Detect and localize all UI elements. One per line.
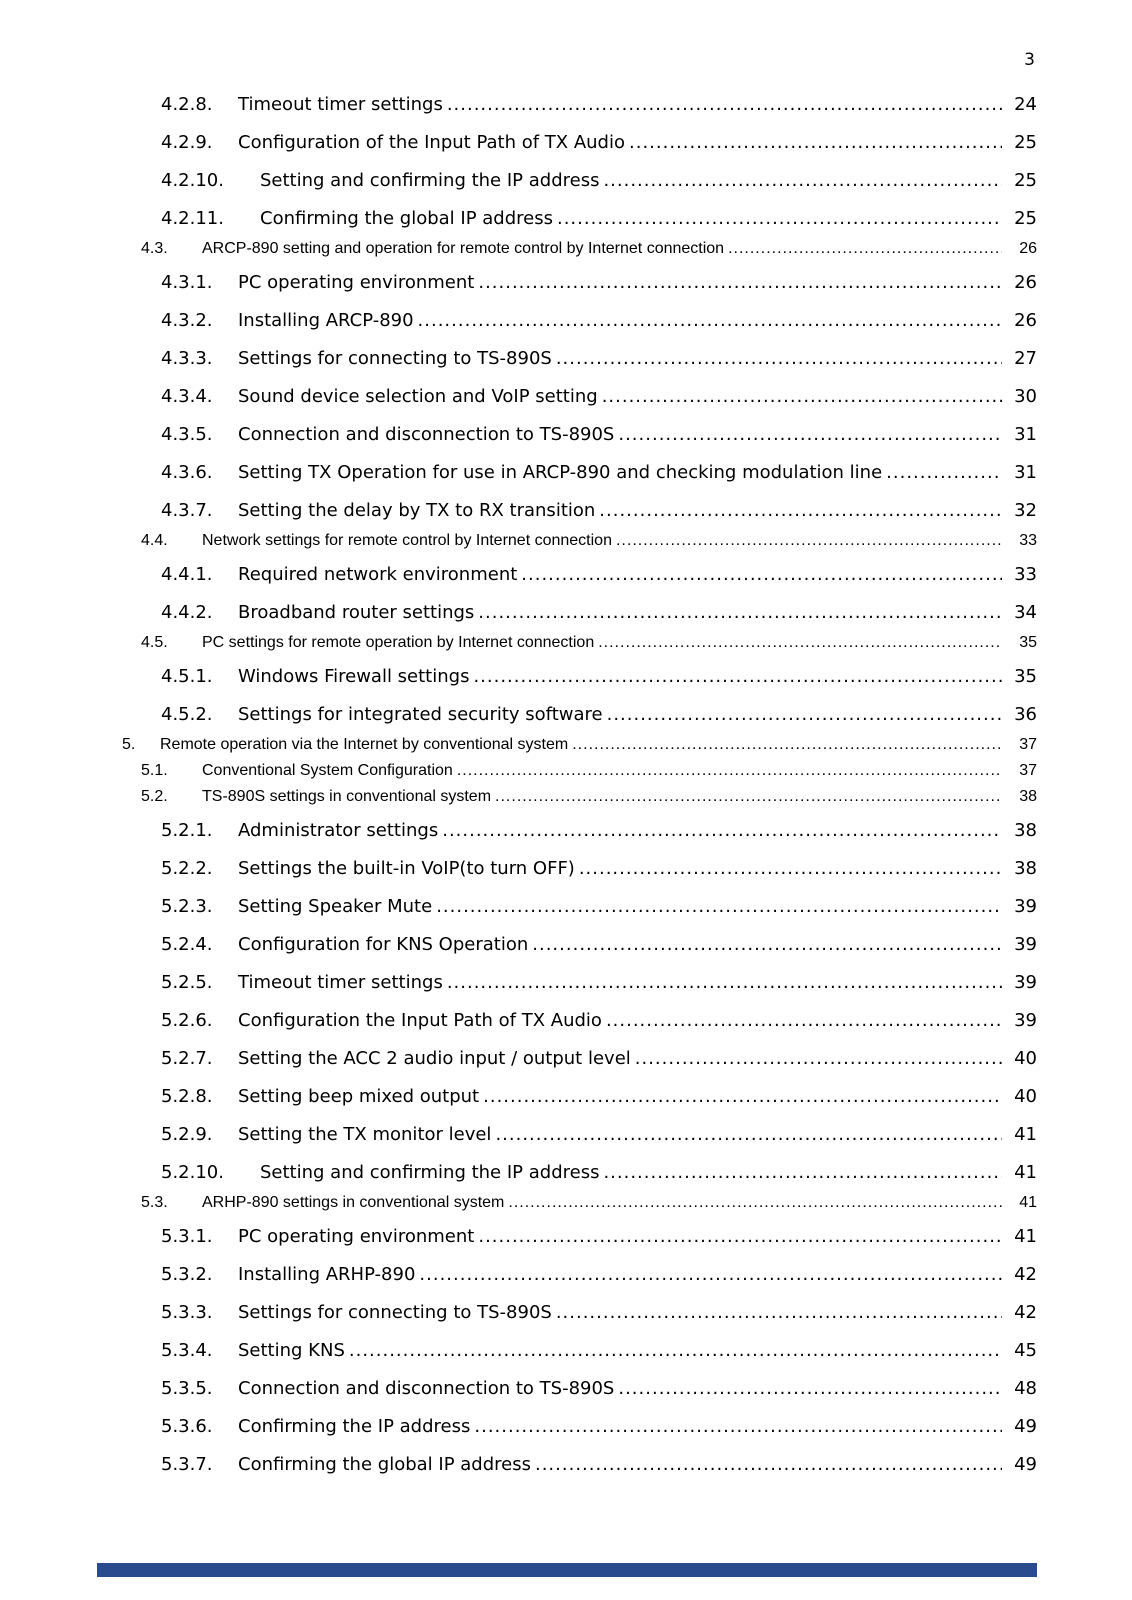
toc-entry-title: Timeout timer settings (238, 94, 443, 115)
leader-dots (532, 934, 1002, 955)
toc-entry-page: 42 (1014, 1264, 1037, 1285)
toc-entry-number: 5.2.7. (161, 1048, 213, 1069)
page-number: 3 (1024, 50, 1035, 70)
leader-dots (618, 1378, 1002, 1399)
toc-row (161, 490, 1037, 528)
toc-entry-title: Settings for connecting to TS-890S (238, 348, 552, 369)
toc-entry-number: 4.3.3. (161, 348, 213, 369)
leader-dots (886, 462, 1002, 483)
leader-dots (442, 820, 1002, 841)
toc-entry-title: Setting and confirming the IP address (260, 1162, 600, 1183)
toc-entry-title: TS-890S settings in conventional system (202, 788, 492, 805)
toc-entry-page: 32 (1014, 500, 1037, 521)
leader-dots (607, 704, 1002, 725)
leader-dots (606, 1010, 1002, 1031)
toc-entry-page: 26 (1019, 240, 1037, 257)
toc-entry-number: 5.2.1. (161, 820, 213, 841)
toc-row (161, 1444, 1037, 1482)
leader-dots (478, 602, 1002, 623)
toc-row (161, 924, 1037, 962)
toc-entry-page: 30 (1014, 386, 1037, 407)
toc-entry-title: Configuration the Input Path of TX Audio (238, 1010, 602, 1031)
toc-entry-number: 4.3.7. (161, 500, 213, 521)
toc-row (161, 122, 1037, 160)
toc-row (161, 84, 1037, 122)
toc-entry-title: Connection and disconnection to TS-890S (238, 424, 615, 445)
toc-entry-page: 41 (1014, 1124, 1037, 1145)
leader-dots (419, 1264, 1002, 1285)
toc-entry-page: 25 (1014, 208, 1037, 229)
toc-entry-number: 5.1. (141, 762, 168, 779)
toc-entry-number: 5.2.5. (161, 972, 213, 993)
toc-entry-number: 4.3.5. (161, 424, 213, 445)
toc-entry-title: Setting TX Operation for use in ARCP-890 and checking modulation line (238, 462, 883, 483)
toc-entry-page: 35 (1019, 634, 1037, 651)
leader-dots (495, 788, 1002, 806)
toc-entry-number: 5.2.6. (161, 1010, 213, 1031)
toc-entry-page: 26 (1014, 272, 1037, 293)
toc-entry-title: ARHP-890 settings in conventional system (202, 1194, 505, 1211)
footer-bar (97, 1563, 1037, 1577)
toc-entry-number: 5. (122, 736, 136, 753)
toc-entry-page: 38 (1019, 788, 1037, 805)
leader-dots (616, 532, 1002, 550)
toc-entry-number: 5.2.4. (161, 934, 213, 955)
leader-dots (572, 736, 1002, 754)
toc-entry-number: 5.3.6. (161, 1416, 213, 1437)
toc-list (122, 84, 1037, 1482)
toc-entry-page: 37 (1019, 736, 1037, 753)
toc-row (141, 758, 1037, 784)
toc-entry-title: Conventional System Configuration (202, 762, 453, 779)
toc-row (141, 630, 1037, 656)
toc-entry-title: Confirming the global IP address (238, 1454, 531, 1475)
leader-dots (728, 240, 1002, 258)
toc-row (161, 1000, 1037, 1038)
toc-row (161, 592, 1037, 630)
toc-entry-number: 4.3.1. (161, 272, 213, 293)
leader-dots (635, 1048, 1002, 1069)
toc-row (161, 1152, 1037, 1190)
toc-row (161, 1076, 1037, 1114)
toc-entry-page: 34 (1014, 602, 1037, 623)
toc-entry-page: 25 (1014, 170, 1037, 191)
toc-row (161, 1114, 1037, 1152)
toc-entry-title: Setting and confirming the IP address (260, 170, 600, 191)
toc-entry-page: 38 (1014, 858, 1037, 879)
leader-dots (579, 858, 1002, 879)
toc-entry-page: 27 (1014, 348, 1037, 369)
toc-entry-number: 4.4.2. (161, 602, 213, 623)
toc-entry-number: 4.2.9. (161, 132, 213, 153)
toc-entry-page: 49 (1014, 1454, 1037, 1475)
leader-dots (556, 1302, 1002, 1323)
toc-entry-page: 48 (1014, 1378, 1037, 1399)
toc-row (161, 414, 1037, 452)
leader-dots (535, 1454, 1002, 1475)
toc-entry-title: Setting KNS (238, 1340, 345, 1361)
leader-dots (483, 1086, 1002, 1107)
toc-entry-page: 42 (1014, 1302, 1037, 1323)
toc-row (161, 848, 1037, 886)
leader-dots (478, 272, 1002, 293)
toc-entry-number: 4.2.8. (161, 94, 213, 115)
leader-dots (436, 896, 1002, 917)
toc-entry-title: PC operating environment (238, 1226, 475, 1247)
leader-dots (602, 386, 1002, 407)
leader-dots (599, 500, 1002, 521)
toc-entry-title: Confirming the global IP address (260, 208, 553, 229)
toc-entry-title: Windows Firewall settings (238, 666, 470, 687)
toc-entry-number: 5.3.5. (161, 1378, 213, 1399)
toc-entry-title: Setting the TX monitor level (238, 1124, 492, 1145)
leader-dots (478, 1226, 1002, 1247)
toc-row (161, 376, 1037, 414)
leader-dots (629, 132, 1002, 153)
toc-entry-title: Sound device selection and VoIP setting (238, 386, 598, 407)
toc-row (122, 732, 1037, 758)
toc-entry-number: 5.2.10. (161, 1162, 224, 1183)
toc-entry-page: 39 (1014, 896, 1037, 917)
toc-row (161, 962, 1037, 1000)
toc-entry-page: 41 (1019, 1194, 1037, 1211)
toc-entry-number: 4.3. (141, 240, 168, 257)
leader-dots (521, 564, 1002, 585)
toc-row (141, 784, 1037, 810)
toc-entry-page: 40 (1014, 1048, 1037, 1069)
toc-row (141, 236, 1037, 262)
toc-entry-title: Network settings for remote control by Internet connection (202, 532, 612, 549)
toc-entry-title: PC settings for remote operation by Internet connection (202, 634, 595, 651)
toc-entry-number: 4.2.10. (161, 170, 224, 191)
toc-row (161, 810, 1037, 848)
toc-entry-number: 4.4. (141, 532, 168, 549)
toc-row (161, 452, 1037, 490)
toc-entry-page: 26 (1014, 310, 1037, 331)
toc-entry-title: Required network environment (238, 564, 518, 585)
toc-entry-title: Broadband router settings (238, 602, 475, 623)
leader-dots (603, 1162, 1002, 1183)
leader-dots (557, 208, 1002, 229)
toc-entry-number: 4.4.1. (161, 564, 213, 585)
toc-entry-title: Installing ARCP-890 (238, 310, 414, 331)
toc-row (161, 1406, 1037, 1444)
toc-row (161, 1368, 1037, 1406)
leader-dots (556, 348, 1002, 369)
toc-row (161, 694, 1037, 732)
toc-entry-title: Administrator settings (238, 820, 439, 841)
toc-entry-page: 35 (1014, 666, 1037, 687)
toc-entry-number: 4.3.2. (161, 310, 213, 331)
toc-row (141, 528, 1037, 554)
toc-entry-title: Settings for integrated security software (238, 704, 603, 725)
leader-dots (447, 972, 1002, 993)
toc-entry-number: 5.2. (141, 788, 168, 805)
toc-entry-number: 5.3.7. (161, 1454, 213, 1475)
toc-row (161, 198, 1037, 236)
leader-dots (457, 762, 1002, 780)
leader-dots (473, 666, 1002, 687)
toc-entry-title: Connection and disconnection to TS-890S (238, 1378, 615, 1399)
toc-entry-number: 5.2.8. (161, 1086, 213, 1107)
toc-row (161, 160, 1037, 198)
toc-entry-title: Setting beep mixed output (238, 1086, 480, 1107)
toc-entry-number: 4.5.2. (161, 704, 213, 725)
toc-entry-page: 33 (1014, 564, 1037, 585)
toc-entry-title: Settings for connecting to TS-890S (238, 1302, 552, 1323)
toc-entry-page: 37 (1019, 762, 1037, 779)
leader-dots (495, 1124, 1002, 1145)
toc-entry-number: 5.3. (141, 1194, 168, 1211)
toc-entry-number: 5.3.2. (161, 1264, 213, 1285)
toc-entry-title: Configuration of the Input Path of TX Audio (238, 132, 625, 153)
toc-entry-title: Setting the ACC 2 audio input / output level (238, 1048, 631, 1069)
toc-entry-title: Remote operation via the Internet by conventional system (160, 736, 569, 753)
toc-entry-page: 45 (1014, 1340, 1037, 1361)
toc-entry-number: 4.3.6. (161, 462, 213, 483)
toc-entry-page: 24 (1014, 94, 1037, 115)
toc-entry-page: 33 (1019, 532, 1037, 549)
toc-entry-number: 5.3.4. (161, 1340, 213, 1361)
toc-entry-number: 5.2.3. (161, 896, 213, 917)
toc-row (161, 1292, 1037, 1330)
toc-row (161, 1216, 1037, 1254)
toc-entry-title: Installing ARHP-890 (238, 1264, 416, 1285)
toc-entry-number: 4.2.11. (161, 208, 224, 229)
toc-entry-number: 4.5. (141, 634, 168, 651)
toc-entry-page: 36 (1014, 704, 1037, 725)
toc-entry-number: 4.5.1. (161, 666, 213, 687)
leader-dots (447, 94, 1002, 115)
toc-entry-title: Timeout timer settings (238, 972, 443, 993)
toc-row (161, 300, 1037, 338)
toc-row (161, 656, 1037, 694)
toc-entry-number: 4.3.4. (161, 386, 213, 407)
toc-entry-page: 41 (1014, 1162, 1037, 1183)
toc-entry-title: PC operating environment (238, 272, 475, 293)
toc-entry-title: Settings the built-in VoIP(to turn OFF) (238, 858, 575, 879)
leader-dots (603, 170, 1002, 191)
toc-row (161, 1330, 1037, 1368)
leader-dots (418, 310, 1002, 331)
toc-entry-page: 31 (1014, 424, 1037, 445)
leader-dots (618, 424, 1002, 445)
leader-dots (598, 634, 1002, 652)
toc-row (161, 1038, 1037, 1076)
toc-entry-page: 49 (1014, 1416, 1037, 1437)
toc-row (161, 886, 1037, 924)
toc-entry-number: 5.3.1. (161, 1226, 213, 1247)
toc-row (161, 338, 1037, 376)
toc-entry-number: 5.2.9. (161, 1124, 213, 1145)
toc-row (161, 554, 1037, 592)
toc-entry-number: 5.2.2. (161, 858, 213, 879)
toc-entry-title: Configuration for KNS Operation (238, 934, 529, 955)
toc-row (161, 262, 1037, 300)
toc-entry-page: 38 (1014, 820, 1037, 841)
toc-entry-page: 41 (1014, 1226, 1037, 1247)
toc-entry-title: Setting the delay by TX to RX transition (238, 500, 596, 521)
leader-dots (508, 1194, 1002, 1212)
toc-entry-title: Setting Speaker Mute (238, 896, 433, 917)
toc-entry-page: 40 (1014, 1086, 1037, 1107)
toc-entry-title: Confirming the IP address (238, 1416, 471, 1437)
toc-entry-page: 39 (1014, 972, 1037, 993)
toc-entry-page: 39 (1014, 934, 1037, 955)
toc-row (141, 1190, 1037, 1216)
toc-row (161, 1254, 1037, 1292)
toc-entry-title: ARCP-890 setting and operation for remote control by Internet connection (202, 240, 725, 257)
leader-dots (349, 1340, 1002, 1361)
toc-entry-page: 25 (1014, 132, 1037, 153)
leader-dots (474, 1416, 1002, 1437)
toc-entry-page: 39 (1014, 1010, 1037, 1031)
toc-entry-number: 5.3.3. (161, 1302, 213, 1323)
toc-entry-page: 31 (1014, 462, 1037, 483)
